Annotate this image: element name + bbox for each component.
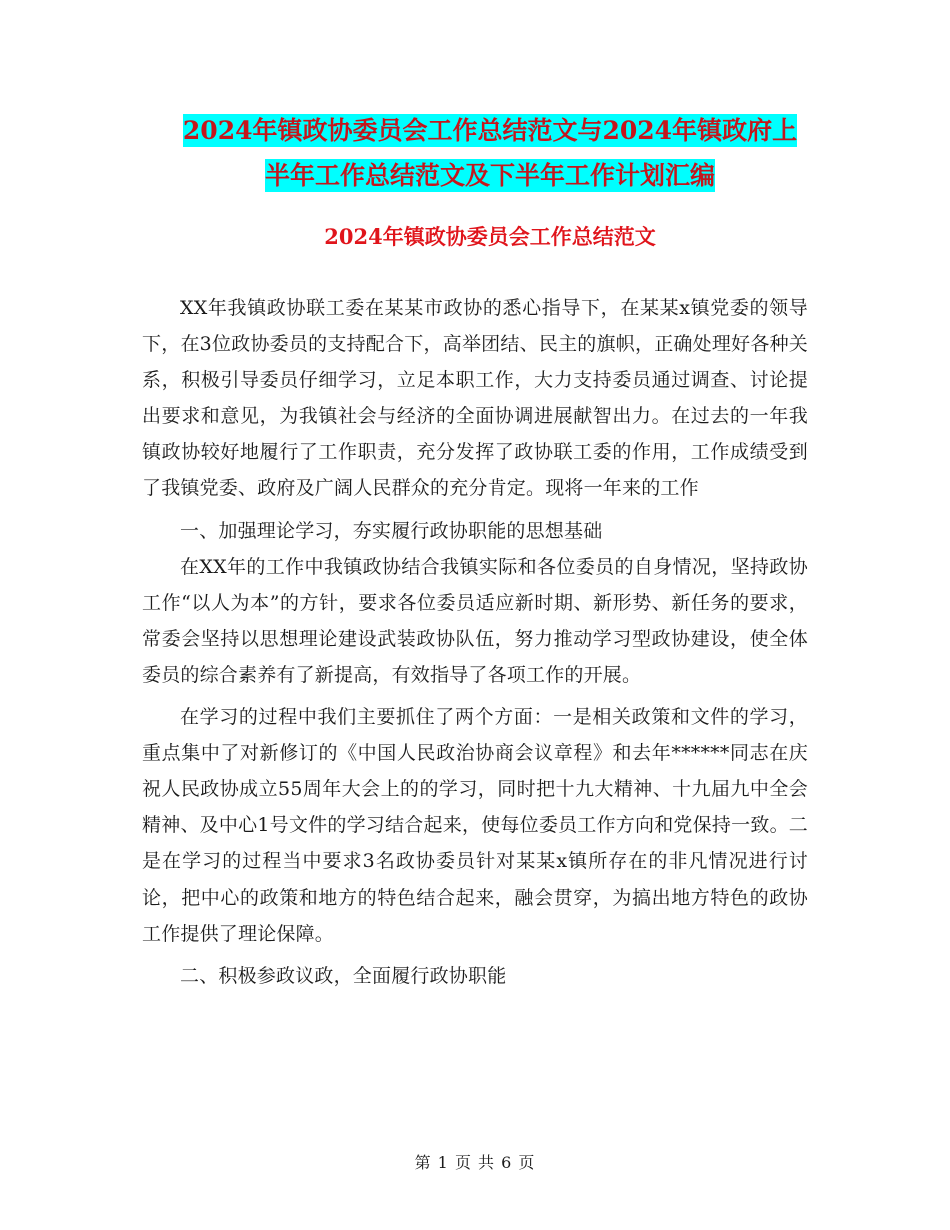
heading-one: 一、加强理论学习，夯实履行政协职能的思想基础 [180, 519, 603, 542]
document-title-line-1: 2024年镇政协委员会工作总结范文与2024年镇政府上 [182, 116, 798, 145]
page-number: 第 1 页 共 6 页 [414, 1153, 536, 1172]
document-title [140, 108, 840, 198]
document-body [142, 290, 808, 994]
section-title: 2024年镇政协委员会工作总结范文 [324, 224, 656, 249]
document-title-line-2: 半年工作总结范文及下半年工作计划汇编 [264, 161, 715, 190]
paragraph-intro: XX年我镇政协联工委在某某市政协的悉心指导下，在某某x镇党委的领导下，在3位政协委员的支持配合下，高举团结、民主的旗帜，正确处理好各种关系，积极引导委员仔细学习，立足本职工作，大力支持委员通过调查、讨论提出要求和意见，为我镇社会与经济的全面协调进展献智出力。在过去的一年我镇政协较好地履行了工作职责，充分发挥了政协联工委的作用，工作成绩受到了我镇党委、政府及广阔人民群众的充分肯定。现将一年来的工作 [142, 297, 808, 500]
heading-two: 二、积极参政议政，全面履行政协职能 [180, 964, 507, 987]
paragraph-three: 在学习的过程中我们主要抓住了两个方面：一是相关政策和文件的学习，重点集中了对新修订的《中国人民政治协商会议章程》和去年******同志在庆祝人民政协成立55周年大会上的的学习，同时把十九大精神、十九届九中全会精神、及中心1号文件的学习结合起来，使每位委员工作方向和党保持一致。二是在学习的过程当中要求3名政协委员针对某某x镇所存在的非凡情况进行讨论，把中心的政策和地方的特色结合起来，融会贯穿，为搞出地方特色的政协工作提供了理论保障。 [142, 706, 808, 945]
page-footer [0, 1150, 950, 1173]
paragraph-two: 在XX年的工作中我镇政协结合我镇实际和各位委员的自身情况，坚持政协工作“以人为本”的方针，要求各位委员适应新时期、新形势、新任务的要求，常委会坚持以思想理论建设武装政协队伍，努力推动学习型政协建设，使全体委员的综合素养有了新提高，有效指导了各项工作的开展。 [142, 555, 808, 686]
